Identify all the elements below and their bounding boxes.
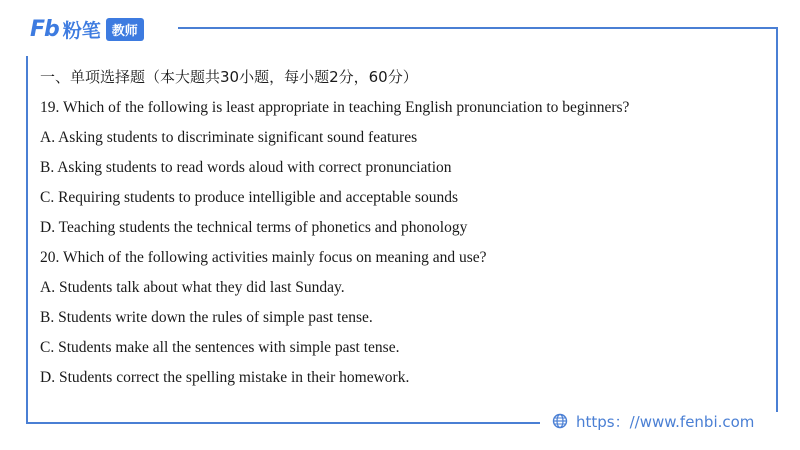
footer-url-text[interactable]: https：//www.fenbi.com	[576, 412, 755, 431]
question-content	[40, 66, 760, 396]
frame-top-line	[178, 27, 778, 29]
globe-icon	[552, 413, 568, 429]
frame-left-line	[26, 56, 28, 424]
question-20-stem: 20. Which of the following activities mainly focus on meaning and use?	[40, 249, 487, 266]
footer-url[interactable]	[552, 409, 754, 433]
fenbi-logo	[30, 14, 144, 44]
logo-badge: 教师	[106, 18, 144, 41]
question-20-option-a: A. Students talk about what they did last Sunday.	[40, 279, 345, 296]
question-20-option-d: D. Students correct the spelling mistake in their homework.	[40, 369, 410, 386]
question-19-option-d: D. Teaching students the technical terms of phonetics and phonology	[40, 219, 468, 236]
question-19-option-a: A. Asking students to discriminate significant sound features	[40, 129, 418, 146]
section-heading: 一、单项选择题（本大题共30小题，每小题2分，60分）	[40, 68, 418, 86]
question-19-option-b: B. Asking students to read words aloud with correct pronunciation	[40, 159, 452, 176]
logo-name: 粉笔	[62, 19, 101, 42]
question-19-stem: 19. Which of the following is least appropriate in teaching English pronunciation to beginners?	[40, 99, 630, 116]
frame-bottom-line	[26, 422, 540, 424]
question-19-option-c: C. Requiring students to produce intelligible and acceptable sounds	[40, 189, 458, 206]
frame-right-line	[776, 27, 778, 412]
question-20-option-c: C. Students make all the sentences with simple past tense.	[40, 339, 400, 356]
logo-mark: Fb	[30, 16, 59, 42]
question-20-option-b: B. Students write down the rules of simple past tense.	[40, 309, 373, 326]
